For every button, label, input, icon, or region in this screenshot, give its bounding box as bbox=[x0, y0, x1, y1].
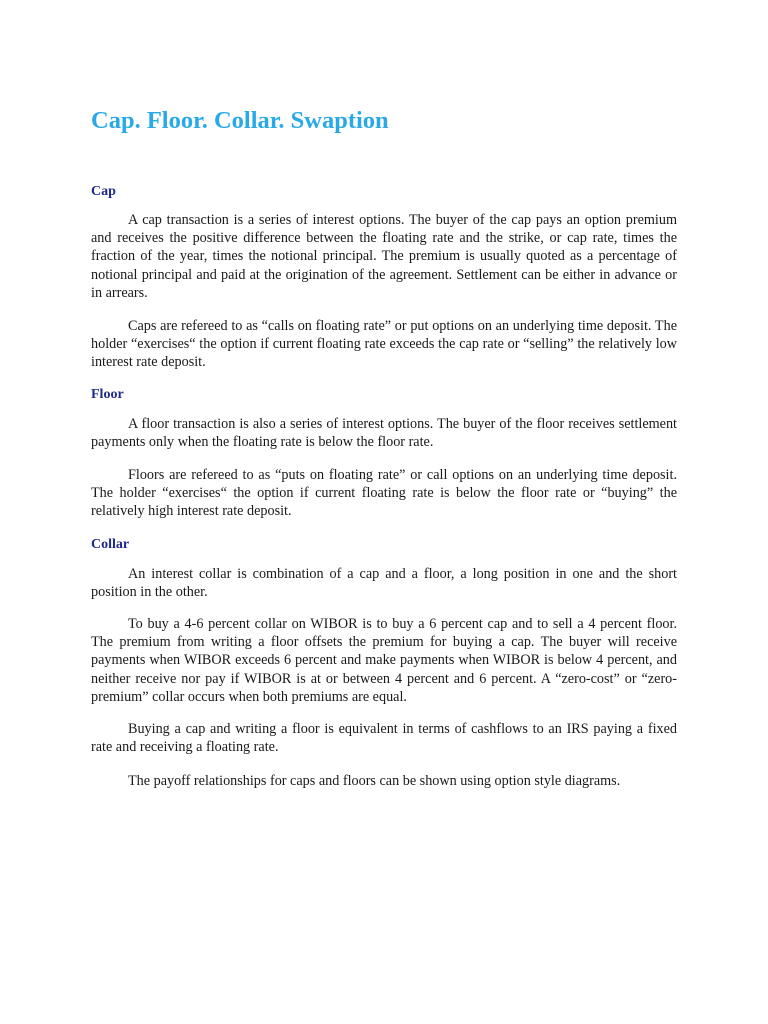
section-heading-collar: Collar bbox=[91, 537, 130, 552]
section-heading-floor: Floor bbox=[91, 387, 124, 402]
paragraph-collar-definition: An interest collar is combination of a cap and a floor, a long position in one and the short position in the other. bbox=[91, 566, 677, 601]
paragraph-cap-calls: Caps are refereed to as “calls on floating rate” or put options on an underlying time deposit. The holder “exercises“ the option if current floating rate exceeds the cap rate or “selling” the relatively low interest rate deposit. bbox=[91, 318, 677, 371]
paragraph-floor-definition: A floor transaction is also a series of interest options. The buyer of the floor receives settlement payments only when the floating rate is below the floor rate. bbox=[91, 416, 677, 451]
paragraph-floor-puts: Floors are refereed to as “puts on floating rate” or call options on an underlying time deposit. The holder “exercises“ the option if current floating rate is below the floor rate or “buying” the relatively high interest rate deposit. bbox=[91, 467, 677, 520]
paragraph-cap-definition: A cap transaction is a series of interest options. The buyer of the cap pays an option premium and receives the positive difference between the floating rate and the strike, or cap rate, times the fraction of the year, times the notional principal. The premium is usually quoted as a percentage of notional principal and paid at the origination of the agreement. Settlement can be either in advance or in arrears. bbox=[91, 212, 677, 301]
paragraph-payoff-diagrams: The payoff relationships for caps and floors can be shown using option style diagrams. bbox=[128, 773, 621, 789]
paragraph-collar-example: To buy a 4-6 percent collar on WIBOR is to buy a 6 percent cap and to sell a 4 percent floor. The premium from writing a floor offsets the premium for buying a cap. The buyer will receive payments when WIBOR exceeds 6 percent and make payments when WIBOR is below 4 percent, and neither receive nor pay if WIBOR is at or between 4 percent and 6 percent. A “zero-cost” or “zero-premium” collar occurs when both premiums are equal. bbox=[91, 616, 677, 705]
paragraph-collar-irs: Buying a cap and writing a floor is equivalent in terms of cashflows to an IRS paying a fixed rate and receiving a floating rate. bbox=[91, 721, 677, 756]
document-title: Cap. Floor. Collar. Swaption bbox=[91, 107, 389, 134]
section-heading-cap: Cap bbox=[91, 184, 116, 199]
